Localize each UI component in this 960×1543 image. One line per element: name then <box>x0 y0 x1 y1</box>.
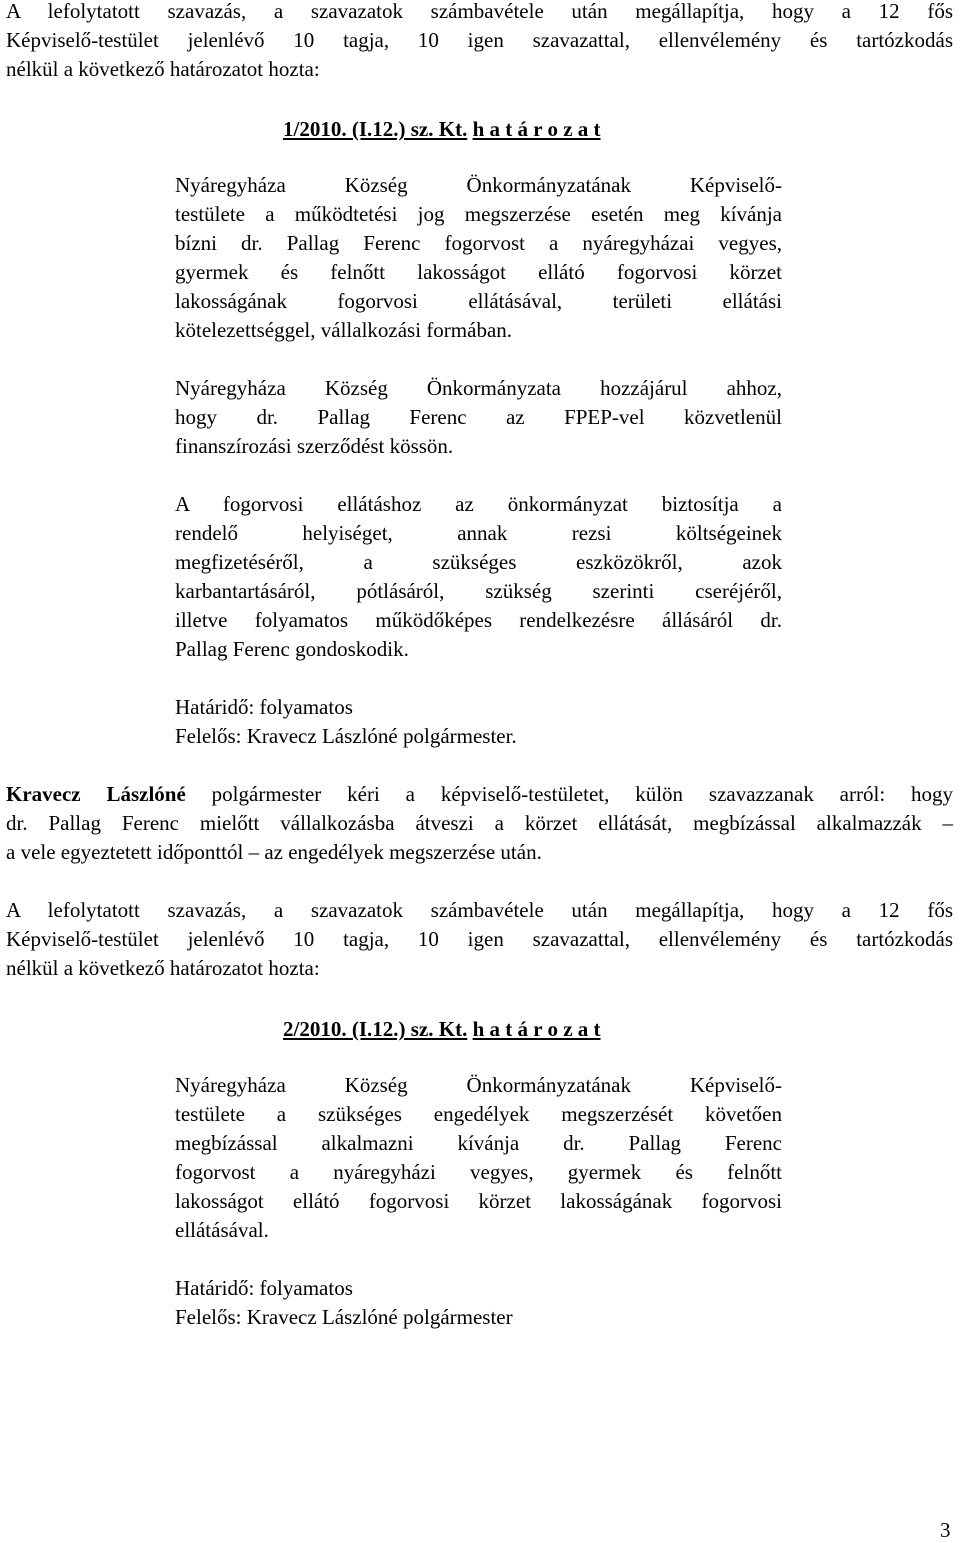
res2-p1-line-5: lakosságot ellátó fogorvosi körzet lakosságának fogorvosi <box>175 1189 782 1213</box>
resolution-1-label: h a t á r o z a t <box>472 117 601 141</box>
res2-responsible: Felelős: Kravecz Lászlóné polgármester <box>175 1305 513 1329</box>
res1-p3-line-2: rendelő helyiséget, annak rezsi költségeinek <box>175 521 782 545</box>
res1-p1-line-6: kötelezettséggel, vállalkozási formában. <box>175 318 513 342</box>
request-line-1 <box>6 784 953 805</box>
request-line-1-text: polgármester kéri a képviselő-testületet, külön szavazzanak arról: hogy <box>185 782 954 806</box>
res1-responsible: Felelős: Kravecz Lászlóné polgármester. <box>175 724 517 748</box>
resolution-2-heading <box>283 1017 601 1042</box>
resolution-2-label: h a t á r o z a t <box>472 1017 601 1041</box>
res1-p1-line-5: lakosságának fogorvosi ellátásával, területi ellátási <box>175 289 782 313</box>
intro-line-1: A lefolytatott szavazás, a szavazatok számbavétele után megállapítja, hogy a 12 fős <box>6 0 953 23</box>
resolution-2-number: 2/2010. (I.12.) sz. Kt. <box>283 1017 468 1041</box>
intro2-line-2: Képviselő-testület jelenlévő 10 tagja, 10 igen szavazattal, ellenvélemény és tartózkodás <box>6 927 953 951</box>
res2-p1-line-3: megbízással alkalmazni kívánja dr. Pallag Ferenc <box>175 1131 782 1155</box>
res1-p3-line-1: A fogorvosi ellátáshoz az önkormányzat biztosítja a <box>175 492 782 516</box>
res1-p1-line-1: Nyáregyháza Község Önkormányzatának Képviselő- <box>175 173 782 197</box>
res1-p1-line-3: bízni dr. Pallag Ferenc fogorvost a nyáregyházai vegyes, <box>175 231 782 255</box>
res1-p3-line-3: megfizetéséről, a szükséges eszközökről, azok <box>175 550 782 574</box>
page-number: 3 <box>940 1518 951 1542</box>
res1-p3-line-5: illetve folyamatos működőképes rendelkezésre állásáról dr. <box>175 608 782 632</box>
res1-p2-line-2: hogy dr. Pallag Ferenc az FPEP-vel közvetlenül <box>175 405 782 429</box>
intro-line-2: Képviselő-testület jelenlévő 10 tagja, 10 igen szavazattal, ellenvélemény és tartózkodás <box>6 28 953 52</box>
res1-p3-line-4: karbantartásáról, pótlásáról, szükség szerinti cseréjéről, <box>175 579 782 603</box>
res1-p2-line-3: finanszírozási szerződést kössön. <box>175 434 454 458</box>
res2-p1-line-4: fogorvost a nyáregyházi vegyes, gyermek és felnőtt <box>175 1160 782 1184</box>
res2-p1-line-6: ellátásával. <box>175 1218 269 1242</box>
res2-p1-line-2: testülete a szükséges engedélyek megszerzését követően <box>175 1102 782 1126</box>
request-line-3: a vele egyeztetett időponttól – az engedélyek megszerzése után. <box>6 840 542 864</box>
request-line-2: dr. Pallag Ferenc mielőtt vállalkozásba átveszi a körzet ellátását, megbízással alkalmazzák – <box>6 811 953 835</box>
intro2-line-3: nélkül a következő határozatot hozta: <box>6 956 320 980</box>
res2-p1-line-1: Nyáregyháza Község Önkormányzatának Képviselő- <box>175 1073 782 1097</box>
res1-deadline: Határidő: folyamatos <box>175 695 353 719</box>
resolution-1-heading <box>283 117 601 142</box>
resolution-1-number: 1/2010. (I.12.) sz. Kt. <box>283 117 468 141</box>
res1-p2-line-1: Nyáregyháza Község Önkormányzata hozzájárul ahhoz, <box>175 376 782 400</box>
intro2-line-1: A lefolytatott szavazás, a szavazatok számbavétele után megállapítja, hogy a 12 fős <box>6 898 953 922</box>
res1-p1-line-2: testülete a működtetési jog megszerzése esetén meg kívánja <box>175 202 782 226</box>
res1-p1-line-4: gyermek és felnőtt lakosságot ellátó fogorvosi körzet <box>175 260 782 284</box>
res2-deadline: Határidő: folyamatos <box>175 1276 353 1300</box>
res1-p3-line-6: Pallag Ferenc gondoskodik. <box>175 637 409 661</box>
mayor-name: Kravecz Lászlóné <box>6 782 186 806</box>
intro-line-3: nélkül a következő határozatot hozta: <box>6 57 320 81</box>
